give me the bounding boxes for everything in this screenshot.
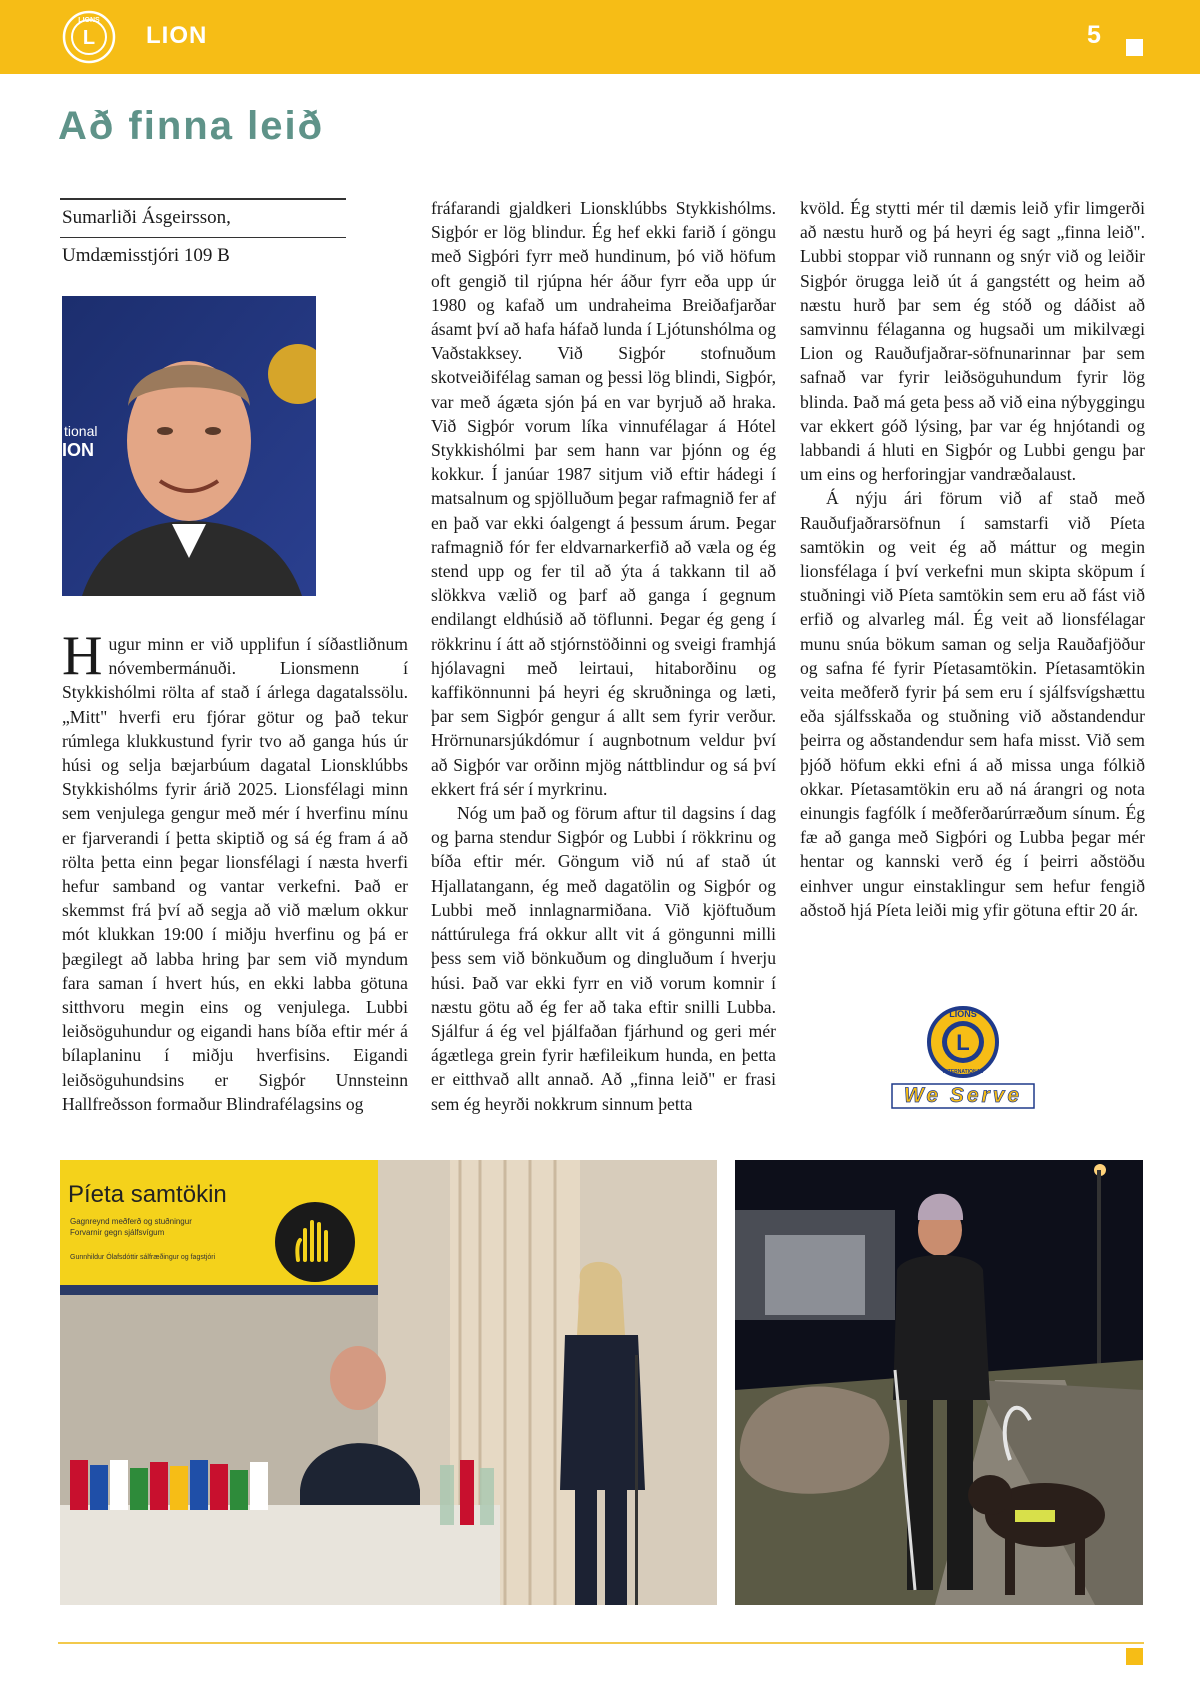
magazine-brand: LION — [146, 22, 208, 49]
guide-dog-night-photo — [735, 1160, 1143, 1605]
footer-marker-square — [1126, 1648, 1143, 1665]
logo-text: LIONS — [78, 17, 100, 24]
column-3-paragraph-1: kvöld. Ég stytti mér til dæmis leið yfir limgerði að næstu hurð og þá heyri ég sagt „finna leið". Lubbi stoppar við runnann og snýr við og leiðir Sigþór örugga leið út á gangstétt og heim að næstu hurð þar sem ég stóð og dáðist að samvinnu félaganna og hugsaði um mikilvægi Lion og Rauðufjaðrar-söfnunarinnar þar sem safnað var fyrir leiðsöguhundum fyrir lög blinda. Það má geta þess að við eina nýbyggingu var ekkert góð lýsing, þar var ég hnjótandi og labbandi á hluti en Sigþór og Lubbi gengu þar um eins og herforingjar vandræðalaust. — [800, 198, 1145, 485]
column-1-text: ugur minn er við upplifun í síðastliðnum nóvembermánuði. Lionsmenn í Stykkishólmi rölta af stað í árlega dagatalssölu. „Mitt" hverfi eru fjórar götur og það tekur rúmlega klukkustund fyrir tvo að ganga hús úr húsi og selja bæjarbúum dagatal Lionsklúbbs Stykkishólms fyrir árið 2025. Lionsfélagi minn sem venjulega gengur með mér í hverfinu mínu er fjarverandi í þetta skiptið og sá ég fram á að rölta þetta einn þegar lionsfélagi í næsta hverfi hefur samband og vantar verkefni. Það er skemmst frá því að segja að við mælum okkur mót klukkan 19:00 í miðju hverfinu og þá er þægilegt að labba hring þar sem við myndum fara saman í hvert hús, en ekki labba götuna sitthvoru megin eins og venjulega. Lubbi leiðsöguhundur og eigandi hans bíða eftir mér á bílaplaninu í miðju hverfisins. Eigandi leiðsöguhundsins er Sigþór Unnsteinn Hallfreðsson formaður Blindrafélagsins og — [62, 634, 408, 1114]
lions-emblem-icon — [62, 10, 116, 64]
column-2-paragraph-2: Nóg um það og förum aftur til dagsins í dag og þarna stendur Sigþór og Lubbi í rökkrinu og bíða eftir mér. Göngum við nú af stað út Hjallatangann, ég með dagatölin og Sigþór og Lubbi með innlagnarmiðana. Við kjöftuðum náttúrulega frá okkur allt vit á göngunni milli þess sem við bönkuðum og dingluðum í hverju húsi. Það var ekki fyrr en við vorum komnir í næstu götu að ég fer að taka eftir snilli Lubba. Sjálfur á ég vel þjálfaðan fjárhund og geri mér ágætlega grein fyrir hæfileikum hunda, en þetta er eitthvað allt annað. Að „finna leið" er frasi sem ég heyrði nokkrum sinnum þetta — [431, 803, 776, 1114]
footer-rule — [58, 1642, 1144, 1644]
column-3-paragraph-2: Á nýju ári förum við af stað með Rauðufjaðrarsöfnun í samstarfi við Píeta samtökin og veit ég að máttur og megin lionsfélaga í því verkefni mun skipta sköpum í stuðningi við Píeta samtökin sem eru að fást við erfið og alvarleg mál. Ég veit að lionsfélagar munu snúa bökum saman og selja Rauðafjöður og safna fé fyrir Píetasamtökin. Píetasamtökin veita meðferð fyrir þá sem eru í sjálfsvígshættu eða sjálfsskaða og stuðning við aðstandendur þeirra og aðstandendur sem hafa misst. Við sem þjóð höfum ekki efni á að missa unga fólkið okkar. Píetasamtökin eru að ná árangri og nota einungis fagfólk í meðferðarúrræðum sínum. Ég fæ að ganga með Sigþóri og Lubba þegar mér hentar og kannski verð ég í þeirri aðstöðu einhver ungur einstaklingur sem hefur fengið aðstoð hjá Píeta leiði mig yfir götuna eftir 20 ár. — [800, 488, 1145, 920]
author-block — [60, 198, 346, 275]
article-column-1 — [62, 625, 408, 1116]
slide-speaker: Gunnhildur Ólafsdóttir sálfræðingur og fagstjóri — [70, 1254, 216, 1261]
article-column-3 — [800, 196, 1145, 922]
slide-title: Píeta samtökin — [68, 1181, 227, 1208]
author-portrait — [62, 296, 316, 596]
lions-we-serve-logo — [890, 1004, 1036, 1110]
page-number: 5 — [1087, 21, 1101, 49]
page-marker-square — [1126, 39, 1143, 56]
svg-text:tional: tional — [64, 423, 98, 439]
intro-paragraph — [62, 625, 408, 1116]
we-serve-inner-text: INTERNATIONAL — [942, 1069, 984, 1075]
author-name: Sumarliði Ásgeirsson, — [62, 206, 231, 228]
author-role: Umdæmisstjóri 109 B — [62, 245, 230, 266]
slide-subtitle-1: Gagnreynd meðferð og stuðningur — [70, 1217, 192, 1226]
page-header — [0, 0, 1200, 74]
pieta-presentation-photo — [60, 1160, 717, 1605]
drop-cap: H — [62, 625, 103, 687]
svg-text:ION: ION — [62, 440, 95, 460]
slide-subtitle-2: Forvarnir gegn sjálfsvígum — [70, 1228, 165, 1237]
svg-text:L: L — [956, 1030, 970, 1055]
we-serve-motto: We Serve — [903, 1084, 1023, 1107]
we-serve-ring-text: LIONS — [949, 1009, 977, 1019]
column-2-paragraph-1: fráfarandi gjaldkeri Lionsklúbbs Stykkishólms. Sigþór er lög blindur. Ég hef ekki farið í göngu með Sigþóri fyrr með hundinum, þó við höfum oft gengið til rjúpna hér áður fyrr eða upp úr 1980 og kafað um undraheima Breiðafjarðar ásamt því að hafa háfað lunda í Ljótunshólma og Vaðstakksey. Við Sigþór stofnuðum skotveiðifélag saman og þessi lög blindi, Sigþór, var með ágæta sjón þá en var byrjuð að hraka. Við Sigþór vorum líka vinnufélagar á Hótel Stykkishólmi þar sem hann var þjónn og ég kokkur. Í janúar 1987 sitjum við eftir hádegi í matsalnum og spjölluðum þegar rafmagnið fer af en það var ekki óalgengt á þessum árum. Þegar rafmagnið fór fer eldvarnarkerfið að væla og ég stend upp og fer til að ýta á takkann til að slökkva vælið og þarf að ganga í gegnum endilangt eldhúsið að töflunni. Þegar ég geng í rökkrinu í átt að stjórnstöðinni og sveigi framhjá hjólavagni með leirtaui, hitaborðinu og kaffikönnunni þá heyri ég skruðninga og læti, þar sem Sigþór gengur á allt sem fyrir verður. Hrörnunarsjúkdómur í augnbotnum veldur því að Sigþór var orðinn mjög náttblindur og sá því ekkert frá sér í myrkrinu. — [431, 198, 776, 799]
svg-text:L: L — [82, 27, 96, 49]
article-title: Að finna leið — [58, 104, 324, 148]
article-column-2 — [431, 196, 776, 1116]
